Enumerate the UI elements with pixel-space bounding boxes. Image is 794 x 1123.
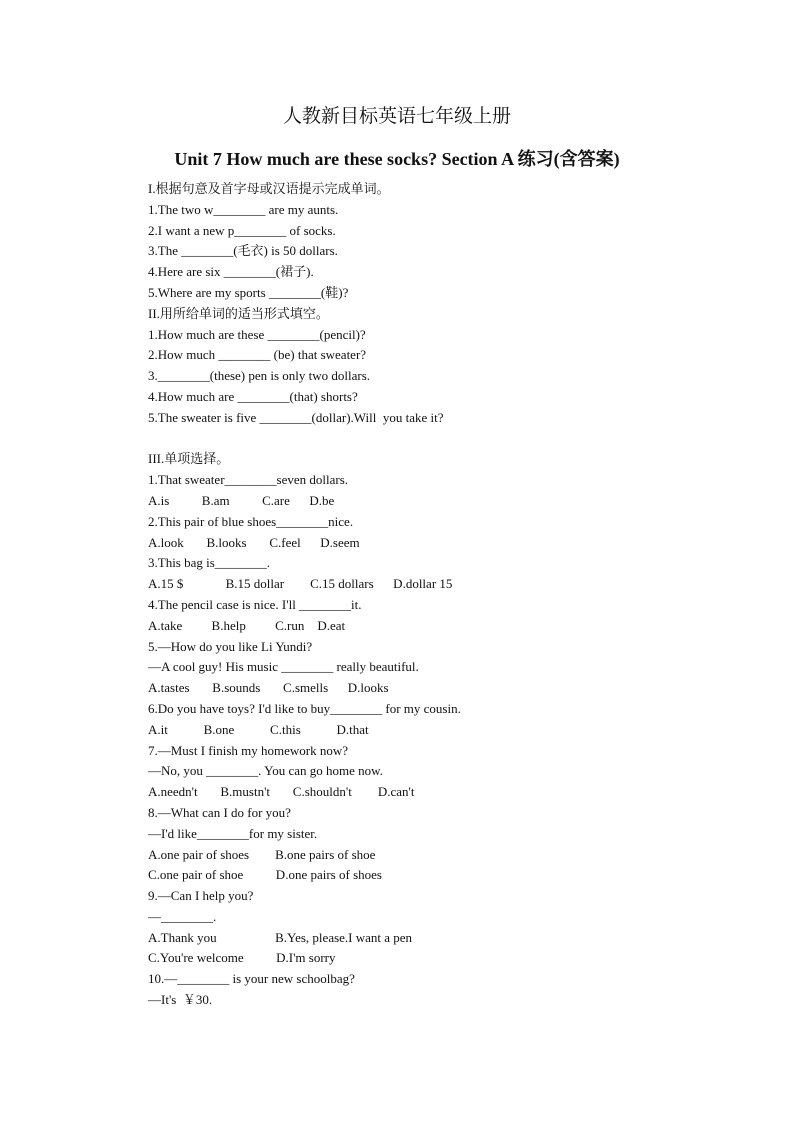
text-line: 1.The two w________ are my aunts. [148,201,339,217]
document-title: 人教新目标英语七年级上册 [282,106,511,127]
text-line: —________. [148,908,217,924]
text-line: —It's ￥30. [148,992,213,1008]
text-line: 2.This pair of blue shoes________nice. [148,513,354,529]
text-line: 7.—Must I finish my homework now? [148,742,349,758]
text-line: A.tastes B.sounds C.smells D.looks [148,680,389,696]
text-line: 5.The sweater is five ________(dollar).Will you take it? [148,409,444,425]
text-line: A.it B.one C.this D.that [148,721,369,737]
text-line: 5.Where are my sports ________(鞋)? [148,284,349,300]
blank-line [148,429,748,450]
text-line: 3.This bag is________. [148,555,271,571]
text-line: C.You're welcome D.I'm sorry [148,950,336,966]
text-line: A.15 $ B.15 dollar C.15 dollars D.dollar 15 [148,576,453,592]
exercise-body [148,179,748,1011]
text-line: 8.—What can I do for you? [148,804,291,820]
text-line: A.look B.looks C.feel D.seem [148,534,360,550]
text-line: 2.I want a new p________ of socks. [148,222,336,238]
text-line: —A cool guy! His music ________ really beautiful. [148,659,419,675]
text-line: A.Thank you B.Yes, please.I want a pen [148,929,413,945]
text-line: A.needn't B.mustn't C.shouldn't D.can't [148,784,415,800]
text-line: 10.—________ is your new schoolbag? [148,971,355,987]
text-line: 3.________(these) pen is only two dollars. [148,368,371,384]
text-line: —I'd like________for my sister. [148,825,318,841]
text-line: 9.—Can I help you? [148,888,254,904]
text-line: III.单项选择。 [148,451,230,467]
text-line: 5.—How do you like Li Yundi? [148,638,313,654]
text-line: 4.The pencil case is nice. I'll ________it. [148,596,362,612]
text-line: 6.Do you have toys? I'd like to buy________ for my cousin. [148,700,461,716]
text-line: A.one pair of shoes B.one pairs of shoe [148,846,376,862]
text-line: C.one pair of shoe D.one pairs of shoes [148,867,382,883]
text-line: 4.How much are ________(that) shorts? [148,388,358,404]
document-subtitle: Unit 7 How much are these socks? Section A 练习(含答案) [174,149,620,169]
text-line: A.take B.help C.run D.eat [148,617,346,633]
text-line: 1.How much are these ________(pencil)? [148,326,366,342]
text-line: —No, you ________. You can go home now. [148,763,383,779]
text-line: I.根据句意及首字母或汉语提示完成单词。 [148,181,390,196]
text-line: 4.Here are six ________(裙子). [148,264,314,280]
text-line: 2.How much ________ (be) that sweater? [148,347,367,363]
text-line: 3.The ________(毛衣) is 50 dollars. [148,243,338,259]
text-line: A.is B.am C.are D.be [148,492,335,508]
text-line: II.用所给单词的适当形式填空。 [148,305,329,321]
text-line: 1.That sweater________seven dollars. [148,472,349,488]
